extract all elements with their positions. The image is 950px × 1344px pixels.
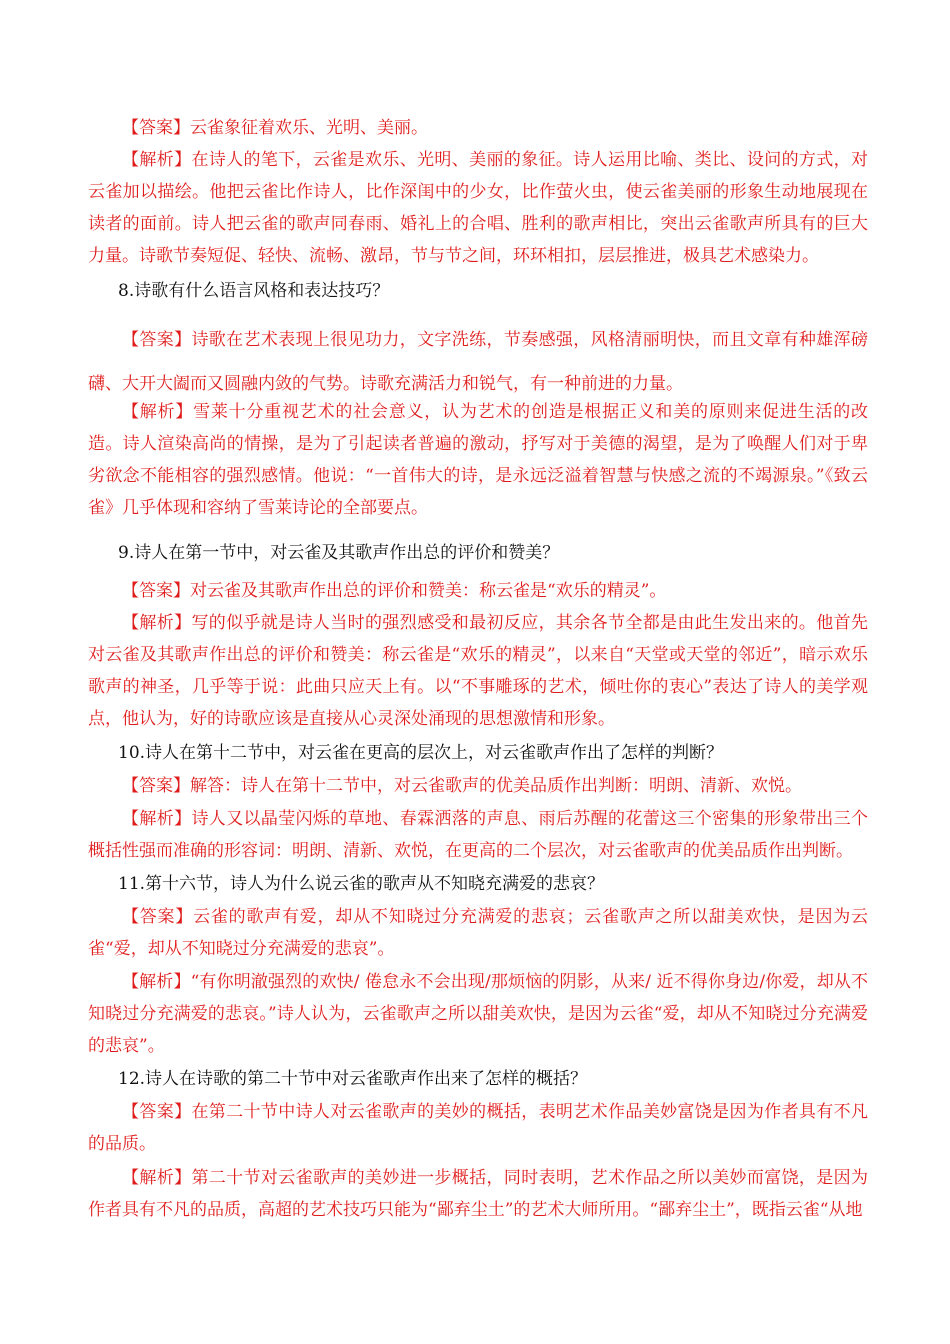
answer-text: 在第二十节中诗人对云雀歌声的美妙的概括，表明艺术作品美妙富饶是因为作者具有不凡的品质。 — [88, 1102, 869, 1154]
analysis-block — [88, 1162, 868, 1226]
analysis-tag: 【解析】 — [122, 402, 194, 422]
answer-tag: 【答案】 — [122, 1102, 192, 1122]
analysis-block — [88, 144, 868, 272]
answer-block — [88, 575, 868, 607]
answer-block — [88, 1096, 868, 1160]
analysis-tag: 【解析】 — [122, 972, 191, 992]
answer-text: 诗歌在艺术表现上很见功力，文字洗练，节奏感强，风格清丽明快，而且文章有种雄浑磅礴、大开大阖而又圆融内敛的气势。诗歌充满活力和锐气，有一种前进的力量。 — [88, 330, 869, 394]
answer-tag: 【答案】 — [122, 330, 192, 350]
answer-block — [88, 901, 868, 965]
question-8: 8.诗歌有什么语言风格和表达技巧？ — [118, 281, 390, 301]
answer-text: 解答：诗人在第十二节中，对云雀歌声的优美品质作出判断：明朗、清新、欢悦。 — [190, 776, 802, 796]
question-10: 10.诗人在第十二节中，对云雀在更高的层次上，对云雀歌声作出了怎样的判断？ — [118, 743, 724, 763]
analysis-text: 在诗人的笔下，云雀是欢乐、光明、美丽的象征。诗人运用比喻、类比、设问的方式，对云雀加以描绘。他把云雀比作诗人，比作深闺中的少女，比作萤火虫，使云雀美丽的形象生动地展现在读者的面前。诗人把云雀的歌声同春雨、婚礼上的合唱、胜利的歌声相比，突出云雀歌声所具有的巨大力量。诗歌节奏短促、轻快、流畅、激昂，节与节之间，环环相扣，层层推进，极具艺术感染力。 — [88, 150, 869, 266]
analysis-block — [88, 803, 868, 867]
question-9: 9.诗人在第一节中，对云雀及其歌声作出总的评价和赞美？ — [118, 543, 560, 563]
answer-tag: 【答案】 — [122, 581, 190, 601]
analysis-tag: 【解析】 — [122, 809, 192, 829]
analysis-text: 雪莱十分重视艺术的社会意义，认为艺术的创造是根据正义和美的原则来促进生活的改造。诗人渲染高尚的情操，是为了引起读者普遍的激动，抒写对于美德的渴望，是为了唤醒人们对于卑劣欲念不能相容的强烈感情。他说：“一首伟大的诗，是永远泛溢着智慧与快感之流的不竭源泉。”《致云雀》几乎体现和容纳了雪莱诗论的全部要点。 — [88, 402, 869, 518]
analysis-text: 第二十节对云雀歌声的美妙进一步概括，同时表明，艺术作品之所以美妙而富饶，是因为作者具有不凡的品质，高超的艺术技巧只能为“鄙弃尘土”的艺术大师所用。“鄙弃尘土”，既指云雀“从地 — [88, 1168, 869, 1220]
answer-block — [88, 112, 868, 144]
answer-block — [88, 318, 868, 406]
answer-text: 云雀的歌声有爱，却从不知晓过分充满爱的悲哀；云雀歌声之所以甜美欢快，是因为云雀“爱，却从不知晓过分充满爱的悲哀”。 — [88, 907, 869, 959]
analysis-text: 诗人又以晶莹闪烁的草地、春霖洒落的声息、雨后苏醒的花蕾这三个密集的形象带出三个概括性强而准确的形容词：明朗、清新、欢悦，在更高的二个层次，对云雀歌声的优美品质作出判断。 — [88, 809, 869, 861]
analysis-text: “有你明澈强烈的欢快/ 倦怠永不会出现/那烦恼的阴影，从来/ 近不得你身边/你爱，却从不知晓过分充满爱的悲哀。”诗人认为，云雀歌声之所以甜美欢快，是因为云雀“爱，却从不知晓过分充满爱的悲哀”。 — [88, 972, 868, 1056]
analysis-tag: 【解析】 — [122, 613, 192, 633]
analysis-tag: 【解析】 — [122, 150, 192, 170]
answer-tag: 【答案】 — [122, 118, 190, 138]
question-12: 12.诗人在诗歌的第二十节中对云雀歌声作出来了怎样的概括？ — [118, 1069, 588, 1089]
analysis-tag: 【解析】 — [122, 1168, 192, 1188]
answer-text: 云雀象征着欢乐、光明、美丽。 — [190, 118, 428, 138]
answer-tag: 【答案】 — [122, 907, 194, 927]
analysis-block — [88, 607, 868, 735]
analysis-block — [88, 966, 868, 1062]
answer-tag: 【答案】 — [122, 776, 190, 796]
answer-block — [88, 770, 868, 802]
analysis-text: 写的似乎就是诗人当时的强烈感受和最初反应，其余各节全都是由此生发出来的。他首先对云雀及其歌声作出总的评价和赞美：称云雀是“欢乐的精灵”，以来自“天堂或天堂的邻近”，暗示欢乐歌声的神圣，几乎等于说：此曲只应天上有。以“不事雕琢的艺术，倾吐你的衷心”表达了诗人的美学观点，他认为，好的诗歌应该是直接从心灵深处涌现的思想激情和形象。 — [88, 613, 869, 729]
answer-text: 对云雀及其歌声作出总的评价和赞美：称云雀是“欢乐的精灵”。 — [190, 581, 667, 601]
analysis-block — [88, 396, 868, 524]
question-11: 11.第十六节，诗人为什么说云雀的歌声从不知晓充满爱的悲哀？ — [118, 874, 605, 894]
